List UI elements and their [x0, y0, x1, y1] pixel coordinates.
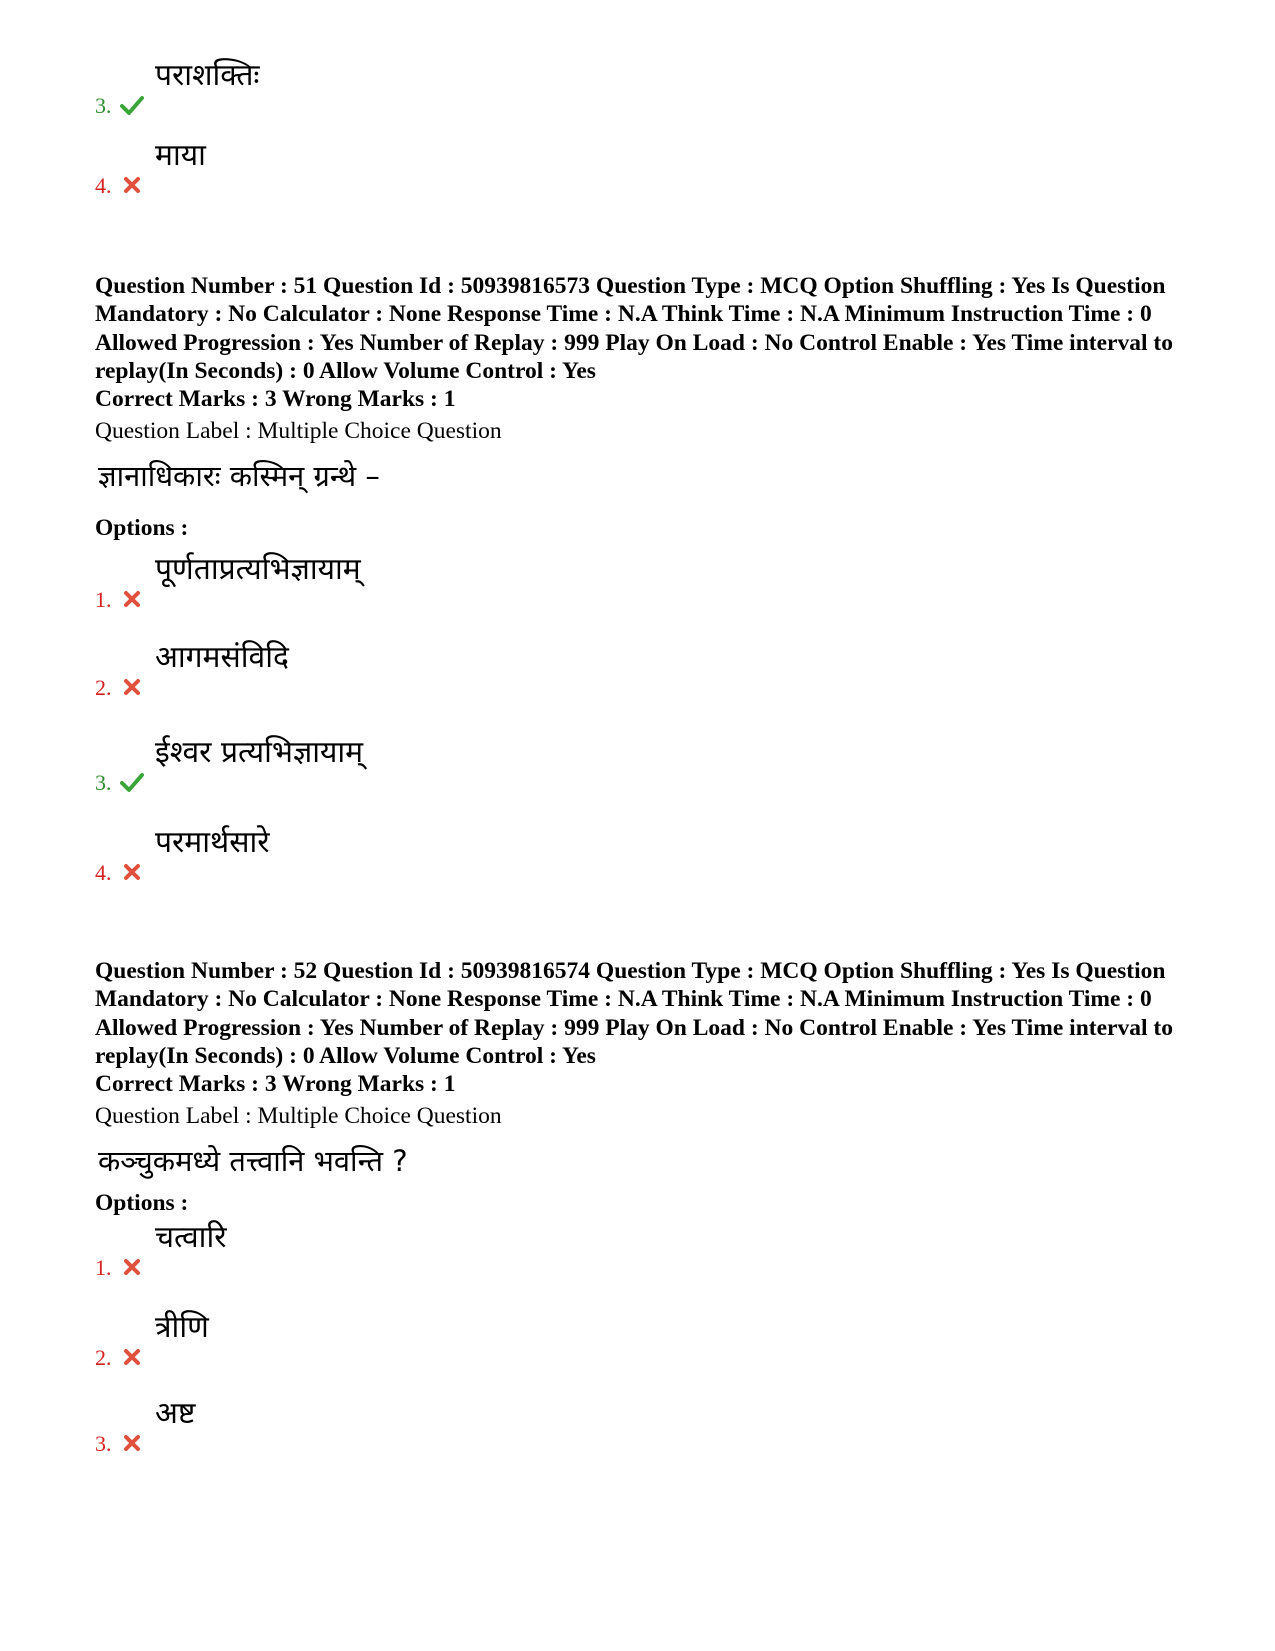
option-number: 2.: [95, 675, 112, 700]
option-number: 4.: [95, 173, 112, 198]
option-text: माया: [155, 138, 206, 173]
option-text: अष्ट: [155, 1396, 196, 1431]
cross-icon: [120, 588, 144, 610]
option-number: 2.: [95, 1345, 112, 1370]
check-icon: [120, 94, 144, 116]
option-number: 1.: [95, 587, 112, 612]
cross-icon: [120, 1432, 144, 1454]
question-52-label: Question Label : Multiple Choice Question: [95, 1103, 502, 1129]
question-51-options-heading: Options :: [95, 515, 189, 541]
question-52-meta: Question Number : 52 Question Id : 50939816574 Question Type : MCQ Option Shuffling : Yes Is Question Mandatory : No Calculator : None Response Time : N.A Think Time : N.A Minimum Instruction Time : 0 Allowed Progression : Yes Number of Replay : 999 Play On Load : No Control Enable : Yes Time interval to replay(In Seconds) : 0 Allow Volume Control : Yes: [95, 958, 1173, 1069]
option-text: आगमसंविदि: [155, 640, 289, 675]
cross-icon: [120, 676, 144, 698]
cross-icon: [120, 174, 144, 196]
option-number: 3.: [95, 1431, 112, 1456]
question-51-label: Question Label : Multiple Choice Question: [95, 418, 502, 444]
cross-icon: [120, 1346, 144, 1368]
option-text: त्रीणि: [155, 1310, 209, 1345]
cross-icon: [120, 1256, 144, 1278]
option-number: 3.: [95, 93, 112, 118]
option-number: 4.: [95, 860, 112, 885]
option-number: 1.: [95, 1255, 112, 1280]
question-51-marks: Correct Marks : 3 Wrong Marks : 1: [95, 386, 456, 412]
question-52-marks: Correct Marks : 3 Wrong Marks : 1: [95, 1071, 456, 1097]
option-text: पराशक्तिः: [155, 58, 260, 93]
question-52-text: कञ्चुकमध्ये तत्त्वानि भवन्ति ?: [98, 1144, 408, 1178]
option-number: 3.: [95, 770, 112, 795]
check-icon: [120, 771, 144, 793]
question-52-options-heading: Options :: [95, 1190, 189, 1216]
cross-icon: [120, 861, 144, 883]
option-text: ईश्वर प्रत्यभिज्ञायाम्: [155, 735, 364, 770]
question-51-meta: Question Number : 51 Question Id : 50939816573 Question Type : MCQ Option Shuffling : Yes Is Question Mandatory : No Calculator : None Response Time : N.A Think Time : N.A Minimum Instruction Time : 0 Allowed Progression : Yes Number of Replay : 999 Play On Load : No Control Enable : Yes Time interval to replay(In Seconds) : 0 Allow Volume Control : Yes: [95, 273, 1173, 384]
question-51-text: ज्ञानाधिकारः कस्मिन् ग्रन्थे –: [98, 459, 380, 493]
option-text: चत्वारि: [155, 1220, 227, 1255]
option-text: परमार्थसारे: [155, 825, 270, 860]
option-text: पूर्णताप्रत्यभिज्ञायाम्: [155, 552, 361, 587]
